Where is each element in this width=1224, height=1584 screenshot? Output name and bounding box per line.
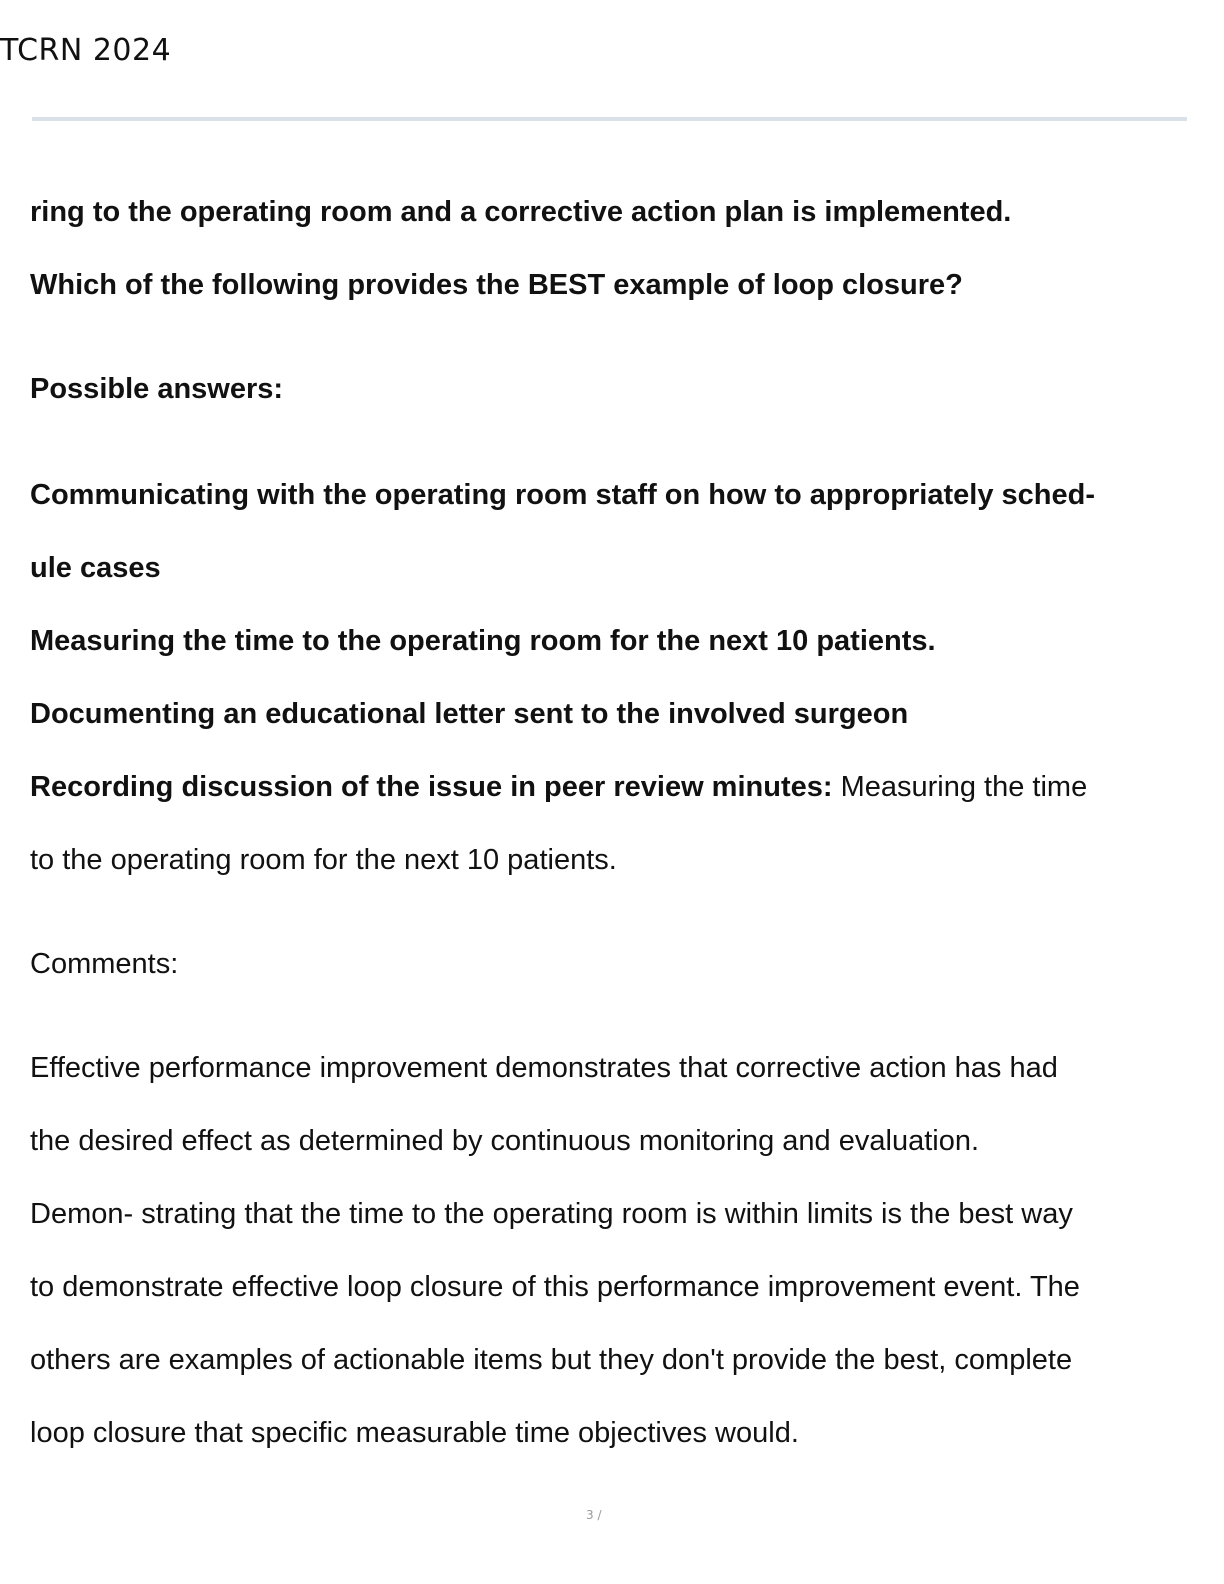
document-header-title: TCRN 2024	[0, 33, 172, 68]
header-divider	[32, 117, 1187, 121]
answer-option: ule cases	[30, 552, 161, 584]
answers-heading: Possible answers:	[30, 373, 284, 405]
document-body	[30, 176, 1200, 1470]
answer-option-last: Recording discussion of the issue in peer review minutes:	[30, 771, 833, 803]
answer-option: Documenting an educational letter sent to the involved surgeon	[30, 698, 909, 730]
comments-line: to demonstrate effective loop closure of this performance improvement event. The	[30, 1271, 1080, 1303]
question-prompt: Which of the following provides the BEST example of loop closure?	[30, 269, 963, 301]
comments-line: the desired effect as determined by continuous monitoring and evaluation.	[30, 1125, 980, 1157]
comments-line: loop closure that specific measurable time objectives would.	[30, 1417, 799, 1449]
comments-heading: Comments:	[30, 948, 179, 980]
answer-option: Measuring the time to the operating room for the next 10 patients.	[30, 625, 936, 657]
comments-line: Demon- strating that the time to the operating room is within limits is the best way	[30, 1198, 1073, 1230]
comments-line: others are examples of actionable items but they don't provide the best, complete	[30, 1344, 1073, 1376]
page-number: 3 /	[586, 1508, 602, 1522]
correct-answer-text: Measuring the time	[840, 771, 1088, 803]
comments-line: Effective performance improvement demonstrates that corrective action has had	[30, 1052, 1058, 1084]
answer-option: Communicating with the operating room staff on how to appropriately sched-	[30, 479, 1095, 511]
correct-answer-continuation: to the operating room for the next 10 patients.	[30, 844, 617, 876]
question-stem: ring to the operating room and a corrective action plan is implemented.	[30, 196, 1012, 228]
answer-option-with-correct-answer	[30, 751, 1200, 824]
